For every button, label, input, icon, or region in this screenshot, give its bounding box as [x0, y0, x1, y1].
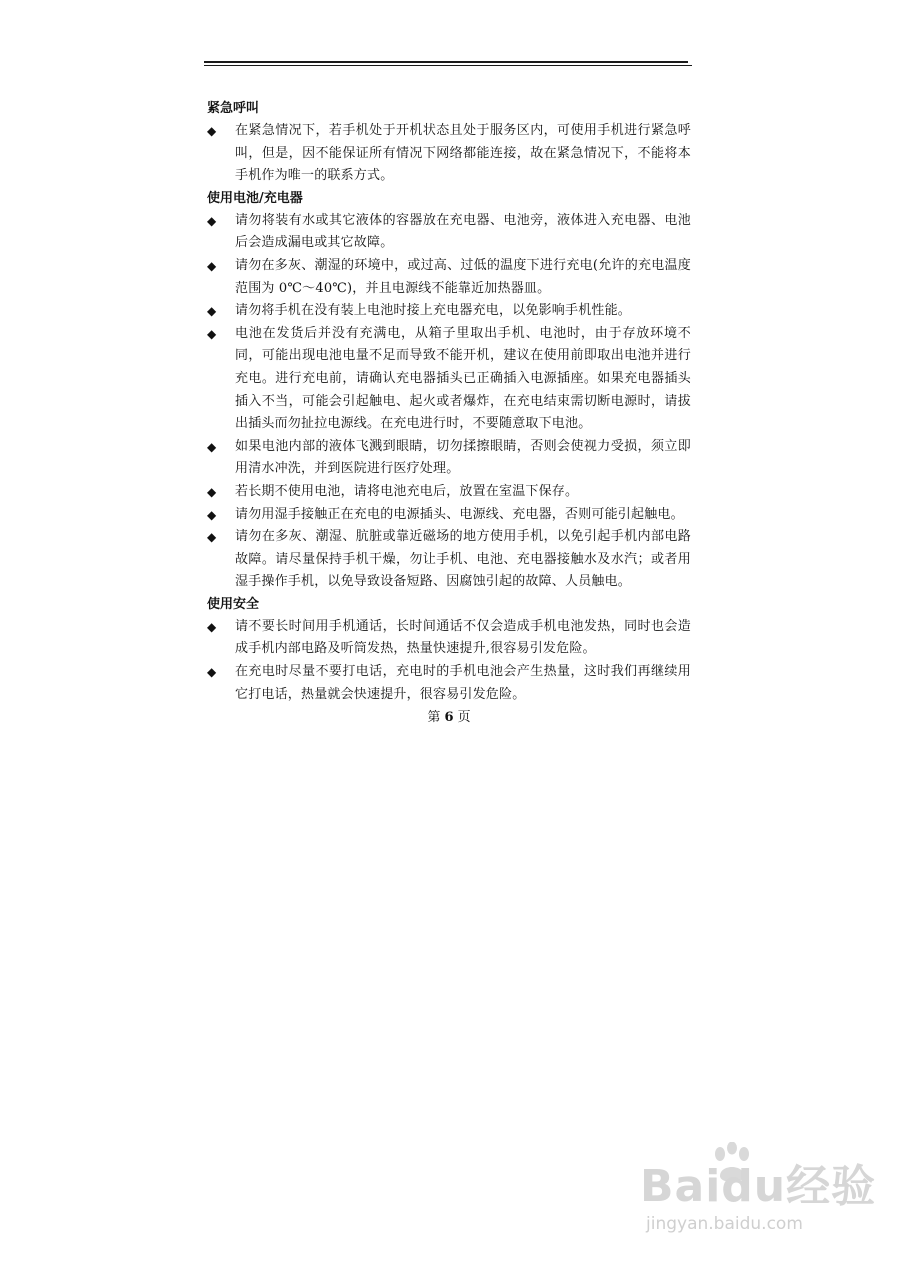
section-heading: 使用电池/充电器 [207, 190, 303, 206]
list-item [207, 526, 691, 594]
diamond-bullet-icon: ◆ [207, 530, 217, 545]
section-battery-charger [207, 188, 691, 594]
list-item [207, 436, 691, 481]
diamond-bullet-icon: ◆ [207, 124, 217, 138]
list-item-text: 请勿在多灰、潮湿的环境中，或过高、过低的温度下进行充电(允许的充电温度范围为 0℃～40℃)，并且电源线不能靠近加热器皿。 [235, 257, 691, 296]
diamond-bullet-icon: ◆ [207, 304, 217, 319]
list-item-text: 在充电时尽量不要打电话，充电时的手机电池会产生热量，这时我们再继续用它打电话，热量就会快速提升，很容易引发危险。 [235, 664, 691, 702]
watermark-logo-text: Baidu经验 [640, 1161, 877, 1212]
list-item [207, 616, 691, 661]
diamond-bullet-icon: ◆ [207, 484, 217, 499]
list-item-text: 请勿将手机在没有装上电池时接上充电器充电，以免影响手机性能。 [235, 303, 632, 319]
list-item-text: 请不要长时间用手机通话，长时间通话不仅会造成手机电池发热，同时也会造成手机内部电路及听筒发热，热量快速提升,很容易引发危险。 [235, 618, 691, 657]
list-item-text: 电池在发货后并没有充满电，从箱子里取出手机、电池时，由于存放环境不同，可能出现电池电量不足而导致不能开机，建议在使用前即取出电池并进行充电。进行充电前，请确认充电器插头已正确插入电源插座。如果充电器插头插入不当，可能会引起触电、起火或者爆炸，在充电结束需切断电源时，请拔出插头而勿扯拉电源线。在充电进行时，不要随意取下电池。 [235, 325, 691, 432]
list-item-text: 请勿用湿手接触正在充电的电源插头、电源线、充电器，否则可能引起触电。 [235, 506, 684, 522]
page-number-value: 6 [444, 710, 454, 726]
page-number-prefix: 第 [427, 710, 441, 726]
page-number [207, 707, 691, 729]
list-item [207, 504, 691, 527]
list-item [207, 323, 691, 436]
diamond-bullet-icon: ◆ [207, 507, 217, 522]
page-number-suffix: 页 [457, 710, 471, 726]
list-item [207, 255, 691, 300]
page-content [207, 98, 691, 729]
header-rule-thick [204, 61, 688, 63]
list-item-text: 若长期不使用电池，请将电池充电后，放置在室温下保存。 [235, 483, 579, 499]
list-item [207, 481, 691, 504]
diamond-bullet-icon: ◆ [207, 213, 217, 228]
header-rule-thin [204, 65, 692, 66]
section-heading: 紧急呼叫 [207, 101, 260, 116]
section-usage-safety [207, 594, 691, 706]
list-item-text: 在紧急情况下，若手机处于开机状态且处于服务区内，可使用手机进行紧急呼叫，但是，因不能保证所有情况下网络都能连接，故在紧急情况下，不能将本手机作为唯一的联系方式。 [235, 123, 691, 184]
diamond-bullet-icon: ◆ [207, 439, 217, 454]
list-item-text: 如果电池内部的液体飞溅到眼睛，切勿揉擦眼睛，否则会使视力受损，须立即用清水冲洗，并到医院进行医疗处理。 [235, 438, 691, 477]
list-item [207, 661, 691, 706]
diamond-bullet-icon: ◆ [207, 258, 217, 273]
diamond-bullet-icon: ◆ [207, 665, 217, 680]
section-emergency-call [207, 98, 691, 188]
diamond-bullet-icon: ◆ [207, 619, 217, 634]
section-heading: 使用安全 [207, 596, 260, 612]
diamond-bullet-icon: ◆ [207, 326, 217, 341]
list-item [207, 210, 691, 255]
list-item-text: 请勿在多灰、潮湿、肮脏或靠近磁场的地方使用手机，以免引起手机内部电路故障。请尽量保持手机干燥，勿让手机、电池、充电器接触水及水汽；或者用湿手操作手机，以免导致设备短路、因腐蚀引起的故障、人员触电。 [235, 529, 691, 590]
list-item-text: 请勿将装有水或其它液体的容器放在充电器、电池旁，液体进入充电器、电池后会造成漏电或其它故障。 [235, 212, 691, 251]
baidu-jingyan-watermark [640, 1150, 877, 1260]
list-item [207, 300, 691, 323]
watermark-url: jingyan.baidu.com [646, 1214, 803, 1234]
list-item [207, 120, 691, 188]
